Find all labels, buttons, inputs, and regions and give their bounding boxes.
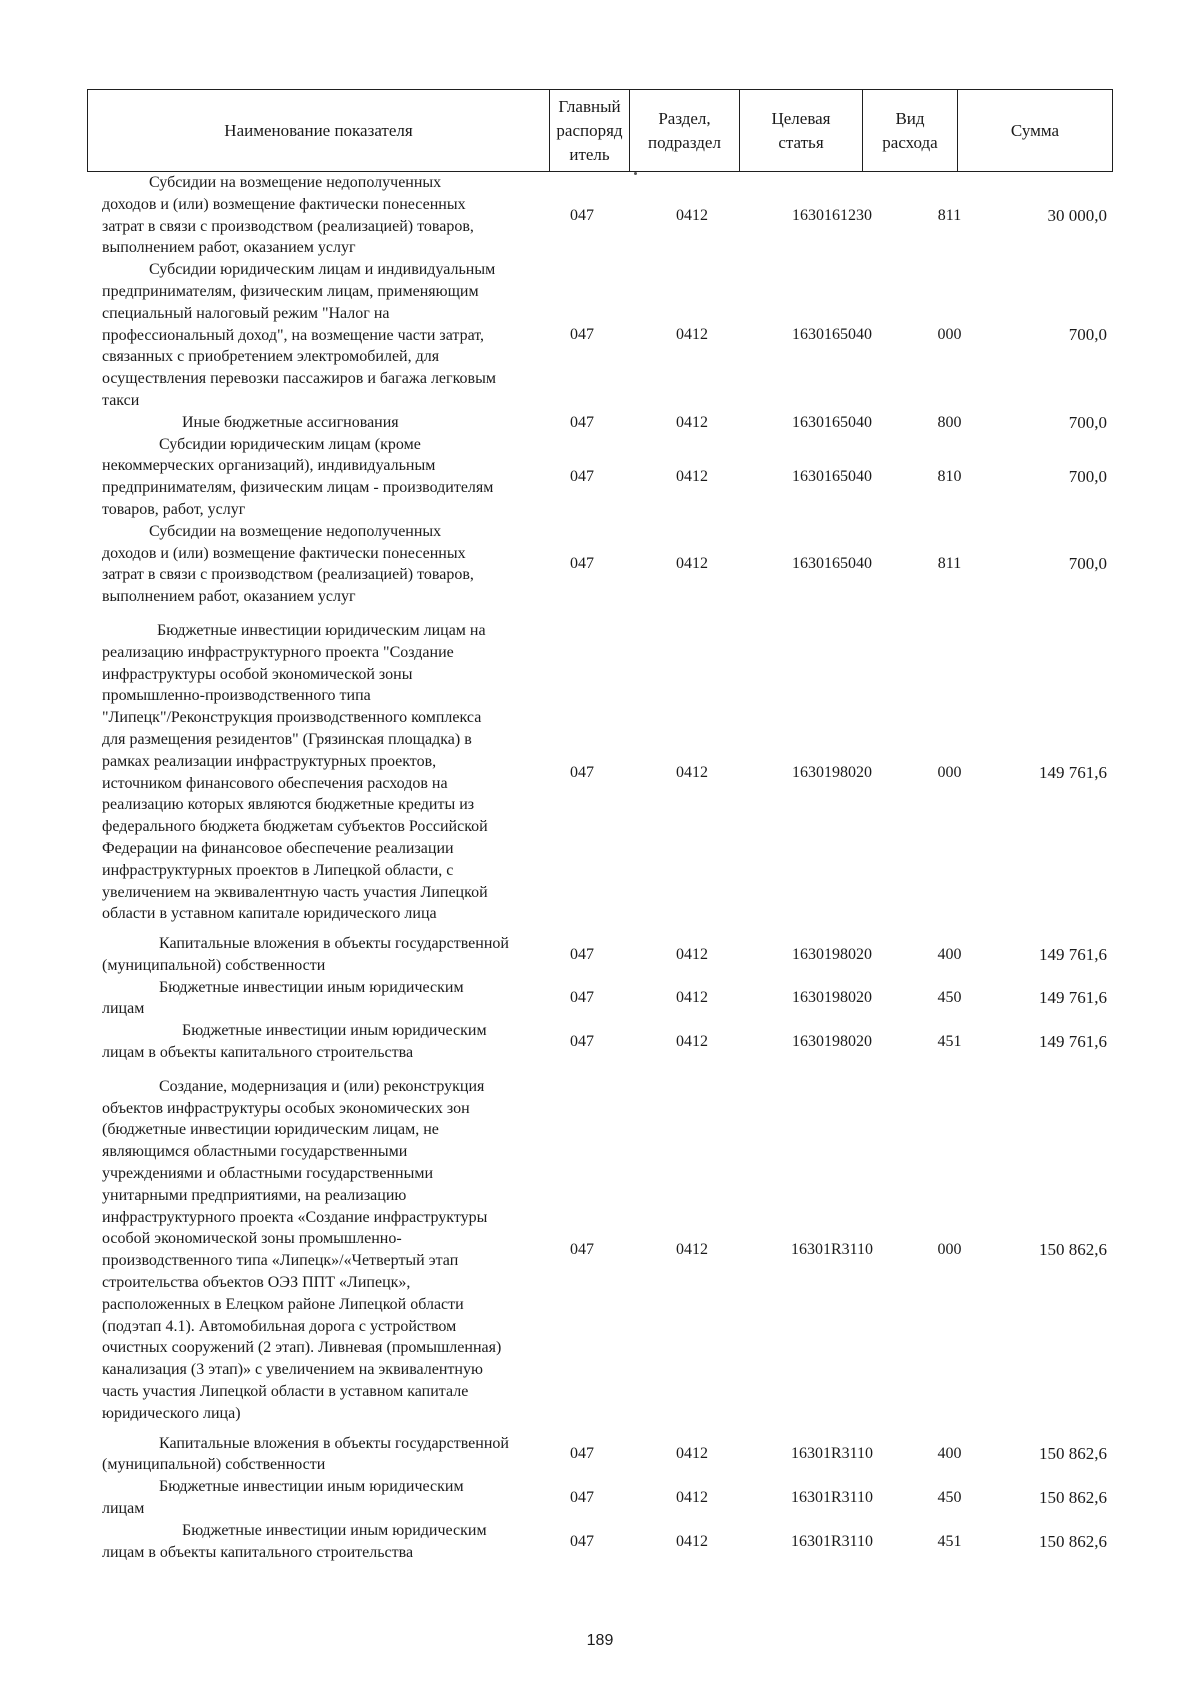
row-name-line: лицам в объекты капитального строительства [102, 1044, 414, 1062]
table-row [87, 1520, 1112, 1564]
row-razdel: 0412 [676, 1489, 708, 1507]
row-vid: 000 [937, 1241, 962, 1259]
row-celevaya: 1630165040 [792, 468, 872, 486]
row-name [87, 1520, 549, 1564]
row-name-line: затрат в связи с производством (реализацией) товаров, [102, 217, 474, 235]
row-razdel: 0412 [676, 555, 708, 573]
row-glav: 047 [570, 1241, 594, 1259]
row-name-line: Бюджетные инвестиции юридическим лицам на [157, 621, 486, 639]
row-razdel: 0412 [676, 468, 708, 486]
row-name [87, 1076, 549, 1425]
row-razdel: 0412 [676, 326, 708, 344]
row-name [87, 521, 549, 608]
row-name-line: промышленно-производственного типа [102, 687, 371, 705]
row-glav: 047 [570, 468, 594, 486]
row-razdel: 0412 [676, 413, 708, 431]
row-vid: 450 [937, 1489, 962, 1507]
row-celevaya: 1630198020 [792, 989, 872, 1007]
row-razdel: 0412 [676, 1445, 708, 1463]
row-glav: 047 [570, 555, 594, 573]
row-name [87, 434, 549, 521]
row-name-line: федерального бюджета бюджетам субъектов Российской [102, 818, 488, 836]
row-vid: 000 [937, 763, 962, 781]
row-name-line: являющимся областными государственными [102, 1143, 408, 1161]
row-name [87, 1476, 549, 1520]
row-celevaya: 16301R3110 [790, 1445, 874, 1463]
row-name-line: (муниципальной) собственности [102, 1456, 326, 1474]
row-name [87, 1020, 549, 1064]
row-name-line: источником финансового обеспечения расходов на [102, 774, 448, 792]
row-summa: 700,0 [1068, 554, 1107, 574]
row-name-line: Иные бюджетные ассигнования [182, 413, 399, 431]
row-glav: 047 [570, 326, 594, 344]
table-row [87, 977, 1112, 1021]
row-name-line: юридического лица) [102, 1404, 241, 1422]
row-glav: 047 [570, 1532, 594, 1550]
row-name-line: часть участия Липецкой области в уставном капитале [102, 1383, 469, 1401]
row-glav: 047 [570, 945, 594, 963]
row-summa: 149 761,6 [1039, 944, 1107, 964]
row-razdel: 0412 [676, 945, 708, 963]
row-name-line: (муниципальной) собственности [102, 956, 326, 974]
row-name-line: выполнением работ, оказанием услуг [102, 588, 356, 606]
row-name-line: лицам [102, 1000, 145, 1018]
row-name-line: инфраструктурных проектов в Липецкой области, с [102, 861, 454, 879]
row-glav: 047 [570, 989, 594, 1007]
row-summa: 30 000,0 [1047, 205, 1107, 225]
table-row [87, 1433, 1112, 1477]
row-vid: 400 [937, 945, 962, 963]
row-razdel: 0412 [676, 989, 708, 1007]
row-name [87, 1433, 549, 1477]
row-name-line: Бюджетные инвестиции иным юридическим [159, 978, 464, 996]
row-name-line: Субсидии юридическим лицам (кроме [159, 435, 421, 453]
row-celevaya: 1630165040 [792, 413, 872, 431]
row-vid: 451 [937, 1532, 962, 1550]
table-row [87, 434, 1112, 521]
row-summa: 700,0 [1068, 325, 1107, 345]
table-row [87, 172, 1112, 259]
table-body [87, 172, 1112, 1563]
row-summa: 149 761,6 [1039, 762, 1107, 782]
row-vid: 811 [937, 555, 962, 573]
row-name-line: расположенных в Елецком районе Липецкой области [102, 1295, 464, 1313]
table-row [87, 259, 1112, 412]
row-vid: 451 [937, 1033, 962, 1051]
row-name-line: учреждениями и областными государственными [102, 1165, 434, 1183]
row-razdel: 0412 [676, 763, 708, 781]
row-name-line: области в уставном капитале юридического лица [102, 905, 437, 923]
row-name-line: (бюджетные инвестиции юридическим лицам, не [102, 1121, 439, 1139]
row-vid: 811 [937, 206, 962, 224]
row-name [87, 620, 549, 925]
row-celevaya: 16301R3110 [790, 1532, 874, 1550]
row-celevaya: 1630165040 [792, 555, 872, 573]
row-summa: 150 862,6 [1039, 1488, 1107, 1508]
row-vid: 400 [937, 1445, 962, 1463]
row-summa: 700,0 [1068, 467, 1107, 487]
header-razdel: Раздел, подраздел [630, 90, 740, 172]
row-name [87, 412, 549, 434]
row-name-line: Субсидии на возмещение недополученных [149, 522, 442, 540]
table-row [87, 1076, 1112, 1425]
table-row [87, 933, 1112, 977]
row-name-line: канализация (3 этап)» с увеличением на эквивалентную [102, 1361, 483, 1379]
row-name-line: (подэтап 4.1). Автомобильная дорога с устройством [102, 1317, 457, 1335]
row-celevaya: 1630161230 [792, 206, 872, 224]
row-name-line: профессиональный доход", на возмещение части затрат, [102, 326, 485, 344]
row-razdel: 0412 [676, 1033, 708, 1051]
row-summa: 150 862,6 [1039, 1240, 1107, 1260]
table-row [87, 412, 1112, 434]
row-razdel: 0412 [676, 1241, 708, 1259]
row-celevaya: 16301R3110 [790, 1241, 874, 1259]
row-summa: 149 761,6 [1039, 988, 1107, 1008]
row-name-line: реализацию инфраструктурного проекта "Создание [102, 643, 454, 661]
row-name-line: "Липецк"/Реконструкция производственного комплекса [102, 709, 482, 727]
header-glav: Главный распоряд итель [550, 90, 630, 172]
row-name-line: увеличением на эквивалентную часть участия Липецкой [102, 883, 488, 901]
row-name-line: объектов инфраструктуры особых экономических зон [102, 1099, 470, 1117]
row-name-line: производственного типа «Липецк»/«Четвертый этап [102, 1252, 459, 1270]
row-celevaya: 1630198020 [792, 1033, 872, 1051]
row-name-line: инфраструктурного проекта «Создание инфраструктуры [102, 1208, 488, 1226]
row-name [87, 977, 549, 1021]
row-glav: 047 [570, 1489, 594, 1507]
row-celevaya: 1630165040 [792, 326, 872, 344]
row-name-line: лицам в объекты капитального строительства [102, 1543, 414, 1561]
row-summa: 150 862,6 [1039, 1531, 1107, 1551]
row-name-line: рамках реализации инфраструктурных проектов, [102, 752, 437, 770]
row-celevaya: 16301R3110 [790, 1489, 874, 1507]
row-name-line: товаров, работ, услуг [102, 500, 246, 518]
row-name-line: доходов и (или) возмещение фактически понесенных [102, 195, 466, 213]
row-name-line: выполнением работ, оказанием услуг [102, 239, 356, 257]
row-name-line: для размещения резидентов" (Грязинская площадка) в [102, 730, 472, 748]
row-razdel: 0412 [676, 206, 708, 224]
header-summa: Сумма [958, 90, 1113, 172]
row-name-line: инфраструктуры особой экономической зоны [102, 665, 413, 683]
row-name-line: лицам [102, 1500, 145, 1518]
row-name-line: Бюджетные инвестиции иным юридическим [182, 1521, 487, 1539]
row-name-line: Субсидии на возмещение недополученных [149, 174, 442, 191]
row-name-line: Капитальные вложения в объекты государственной [159, 935, 509, 953]
row-summa: 150 862,6 [1039, 1444, 1107, 1464]
table-row [87, 1020, 1112, 1064]
row-name-line: Создание, модернизация и (или) реконструкция [159, 1077, 485, 1095]
row-name-line: особой экономической зоны промышленно- [102, 1230, 402, 1248]
row-name-line: Капитальные вложения в объекты государственной [159, 1434, 509, 1452]
row-name-line: Бюджетные инвестиции иным юридическим [182, 1022, 487, 1040]
row-name [87, 172, 549, 259]
table-row [87, 620, 1112, 925]
table-row [87, 1476, 1112, 1520]
header-name: Наименование показателя [88, 90, 550, 172]
row-name [87, 259, 549, 412]
row-name-line: предпринимателям, физическим лицам - производителям [102, 479, 494, 497]
row-glav: 047 [570, 763, 594, 781]
row-name-line: специальный налоговый режим "Налог на [102, 304, 390, 322]
row-name-line: предпринимателям, физическим лицам, применяющим [102, 282, 479, 300]
row-vid: 450 [937, 989, 962, 1007]
row-name-line: связанных с приобретением электромобилей, для [102, 348, 440, 366]
row-name-line: Бюджетные инвестиции иным юридическим [159, 1478, 464, 1496]
row-glav: 047 [570, 413, 594, 431]
row-glav: 047 [570, 206, 594, 224]
row-name-line: доходов и (или) возмещение фактически понесенных [102, 544, 466, 562]
row-celevaya: 1630198020 [792, 945, 872, 963]
header-celevaya: Целевая статья [740, 90, 863, 172]
row-celevaya: 1630198020 [792, 763, 872, 781]
row-name [87, 933, 549, 977]
row-name-line: реализацию которых являются бюджетные кредиты из [102, 796, 475, 814]
row-vid: 800 [937, 413, 962, 431]
row-name-line: такси [102, 391, 140, 409]
row-summa: 149 761,6 [1039, 1032, 1107, 1052]
row-name-line: строительства объектов ОЭЗ ППТ «Липецк», [102, 1274, 411, 1292]
table-header [87, 89, 1113, 172]
row-vid: 810 [937, 468, 962, 486]
table-row [87, 521, 1112, 608]
row-summa: 700,0 [1068, 412, 1107, 432]
row-name-line: унитарными предприятиями, на реализацию [102, 1186, 407, 1204]
row-razdel: 0412 [676, 1532, 708, 1550]
row-name-line: затрат в связи с производством (реализацией) товаров, [102, 566, 474, 584]
row-name-line: очистных сооружений (2 этап). Ливневая (промышленная) [102, 1339, 502, 1357]
row-name-line: Субсидии юридическим лицам и индивидуальным [149, 261, 496, 279]
header-vid: Вид расхода [863, 90, 958, 172]
row-vid: 000 [937, 326, 962, 344]
row-name-line: Федерации на финансовое обеспечение реализации [102, 839, 454, 857]
page-number: 189 [586, 1632, 614, 1649]
row-name-line: осуществления перевозки пассажиров и багажа легковым [102, 370, 496, 388]
row-glav: 047 [570, 1033, 594, 1051]
row-name-line: некоммерческих организаций), индивидуальным [102, 457, 436, 475]
row-glav: 047 [570, 1445, 594, 1463]
